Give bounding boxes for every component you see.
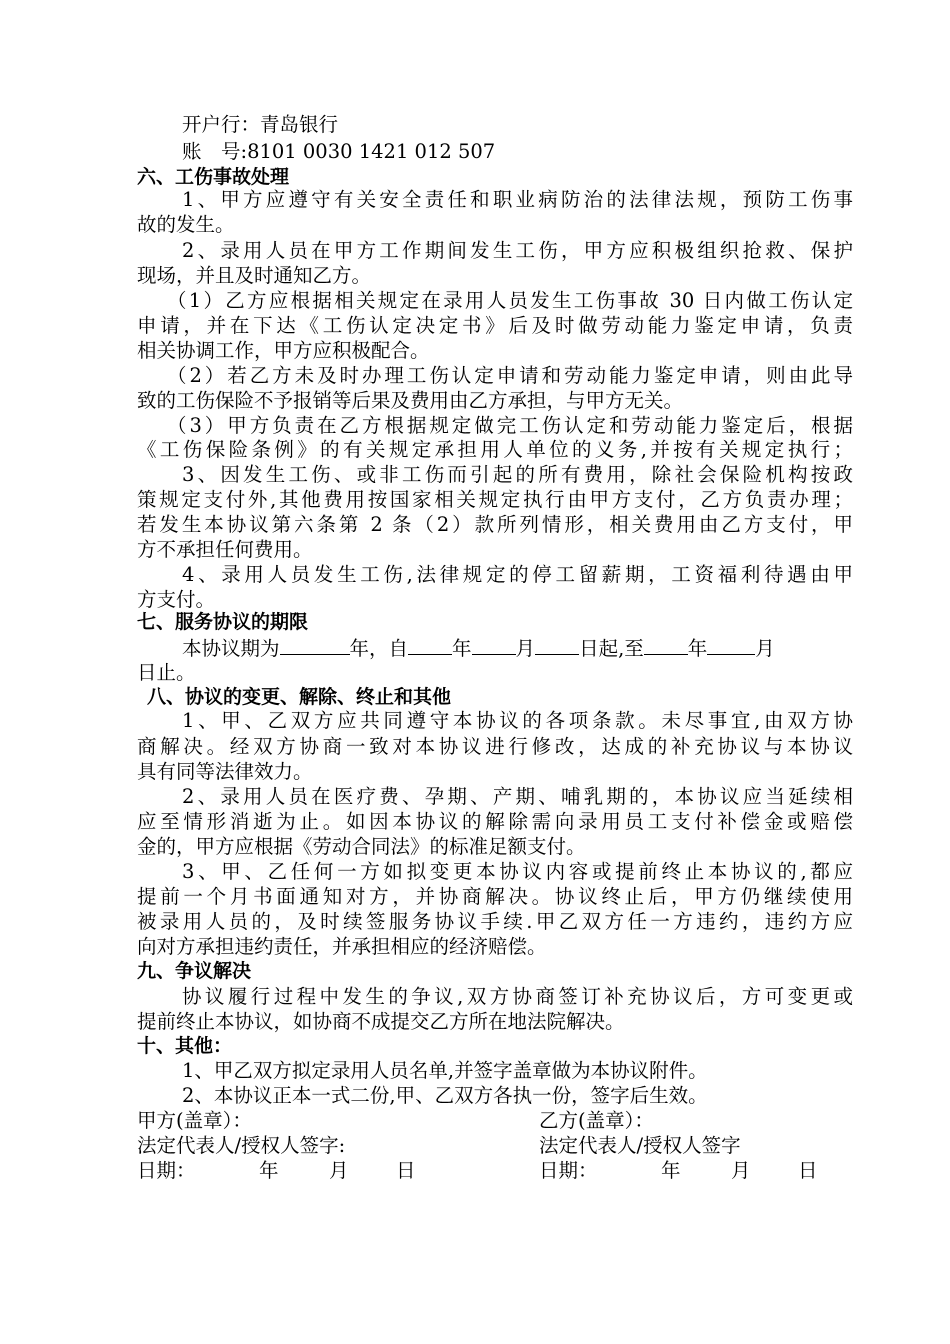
s10-p2: 2、本协议正本一式二份,甲、乙双方各执一份，签字后生效。 (182, 1084, 708, 1107)
s9-p1-line2: 提前终止本协议，如协商不成提交乙方所在地法院解决。 (137, 1010, 625, 1033)
party-a-year: 年 (259, 1159, 279, 1182)
s6-p1-line2: 故的发生。 (137, 213, 235, 236)
section-8-heading: 八、协议的变更、解除、终止和其他 (147, 686, 452, 708)
s7-term-text-g: 月 (755, 637, 775, 660)
s6-p4-line2: 致的工伤保险不予报销等后果及费用由乙方承担，与甲方无关。 (137, 389, 684, 412)
s7-start-year-blank[interactable] (408, 634, 452, 655)
s7-years-blank[interactable] (280, 634, 350, 655)
party-b-month: 月 (731, 1159, 751, 1182)
s6-p7-line1: 4、录用人员发生工伤,法律规定的停工留薪期，工资福利待遇由甲 (182, 563, 853, 586)
s7-start-month-blank[interactable] (472, 634, 516, 655)
s6-p4-line1: （2）若乙方未及时办理工伤认定申请和劳动能力鉴定申请，则由此导 (167, 364, 853, 387)
s6-p3-line3: 相关协调工作，甲方应积极配合。 (137, 339, 430, 362)
party-a-date-line (137, 1157, 437, 1184)
account-number-line: 账 号:8101 0030 1421 012 507 (182, 140, 496, 163)
s6-p2-line2: 现场，并且及时通知乙方。 (137, 264, 372, 287)
s8-p3-line4: 向对方承担违约责任，并承担相应的经济赔偿。 (137, 935, 547, 958)
s9-p1-line1: 协议履行过程中发生的争议,双方协商签订补充协议后，方可变更或 (182, 985, 853, 1008)
s7-term-line2: 日止。 (137, 661, 196, 684)
s6-p2-line1: 2、录用人员在甲方工作期间发生工伤，甲方应积极组织抢救、保护 (182, 239, 853, 262)
s7-term-line (182, 634, 853, 661)
s7-term-text-c: 年 (452, 637, 472, 660)
s6-p3-line1: （1）乙方应根据相关规定在录用人员发生工伤事故 30 日内做工伤认定 (167, 289, 853, 312)
s6-p6-line2: 策规定支付外,其他费用按国家相关规定执行由甲方支付，乙方负责办理； (137, 488, 853, 511)
s8-p3-line2: 提前一个月书面通知对方，并协商解决。协议终止后，甲方仍继续使用 (137, 885, 853, 908)
s6-p7-line2: 方支付。 (137, 588, 216, 611)
s7-end-month-blank[interactable] (707, 634, 755, 655)
section-10-heading: 十、其他： (137, 1035, 233, 1057)
s7-term-text-a: 本协议期为 (182, 637, 280, 660)
s7-term-text-b: 年，自 (349, 637, 409, 660)
s10-p1: 1、甲乙双方拟定录用人员名单,并签字盖章做为本协议附件。 (182, 1059, 708, 1082)
party-a-month: 月 (329, 1159, 349, 1182)
party-a-day: 日 (396, 1159, 416, 1182)
s6-p5-line1: （3）甲方负责在乙方根据规定做完工伤认定和劳动能力鉴定后，根据 (167, 414, 853, 437)
s8-p3-line1: 3、甲、乙任何一方如拟变更本协议内容或提前终止本协议的,都应 (182, 860, 853, 883)
s7-term-text-e: 日起,至 (579, 637, 644, 660)
party-b-day: 日 (798, 1159, 818, 1182)
section-7-heading: 七、服务协议的期限 (137, 611, 309, 633)
s8-p1-line2: 商解决。经双方协商一致对本协议进行修改，达成的补充协议与本协议 (137, 735, 853, 758)
section-9-heading: 九、争议解决 (137, 960, 252, 982)
s8-p1-line1: 1、甲、乙双方应共同遵守本协议的各项条款。未尽事宜,由双方协 (182, 709, 853, 732)
party-b-representative: 法定代表人/授权人签字 (539, 1134, 741, 1157)
s8-p1-line3: 具有同等法律效力。 (137, 760, 313, 783)
party-b-seal: 乙方(盖章）： (539, 1109, 654, 1132)
party-b-year: 年 (661, 1159, 681, 1182)
s7-term-text-d: 月 (515, 637, 536, 660)
s6-p6-line3: 若发生本协议第六条第 2 条（2）款所列情形，相关费用由乙方支付，甲 (137, 513, 853, 536)
s7-start-day-blank[interactable] (535, 634, 579, 655)
bank-name-line: 开户行：青岛银行 (182, 113, 339, 136)
s8-p2-line1: 2、录用人员在医疗费、孕期、产期、哺乳期的，本协议应当延续相 (182, 785, 853, 808)
party-a-representative: 法定代表人/授权人签字: (137, 1134, 346, 1157)
s8-p2-line2: 应至情形消逝为止。如因本协议的解除需向录用员工支付补偿金或赔偿 (137, 810, 853, 833)
s6-p6-line1: 3、因发生工伤、或非工伤而引起的所有费用，除社会保险机构按政 (182, 463, 853, 486)
s6-p3-line2: 申请，并在下达《工伤认定决定书》后及时做劳动能力鉴定申请，负责 (137, 314, 853, 337)
s8-p3-line3: 被录用人员的，及时续签服务协议手续.甲乙双方任一方违约，违约方应 (137, 910, 853, 933)
s6-p5-line2: 《工伤保险条例》的有关规定承担用人单位的义务,并按有关规定执行； (137, 438, 853, 461)
party-b-date-label: 日期： (539, 1159, 598, 1182)
s7-term-text-f: 年 (687, 637, 708, 660)
s6-p6-line4: 方不承担任何费用。 (137, 538, 313, 561)
s6-p1-line1: 1、甲方应遵守有关安全责任和职业病防治的法律法规，预防工伤事 (182, 188, 853, 211)
s8-p2-line3: 金的，甲方应根据《劳动合同法》的标准足额支付。 (137, 835, 586, 858)
party-a-date-label: 日期： (137, 1159, 196, 1182)
section-6-heading: 六、工伤事故处理 (137, 166, 290, 188)
s7-end-year-blank[interactable] (644, 634, 688, 655)
party-b-date-line (539, 1157, 839, 1184)
party-a-seal: 甲方(盖章）： (137, 1109, 252, 1132)
